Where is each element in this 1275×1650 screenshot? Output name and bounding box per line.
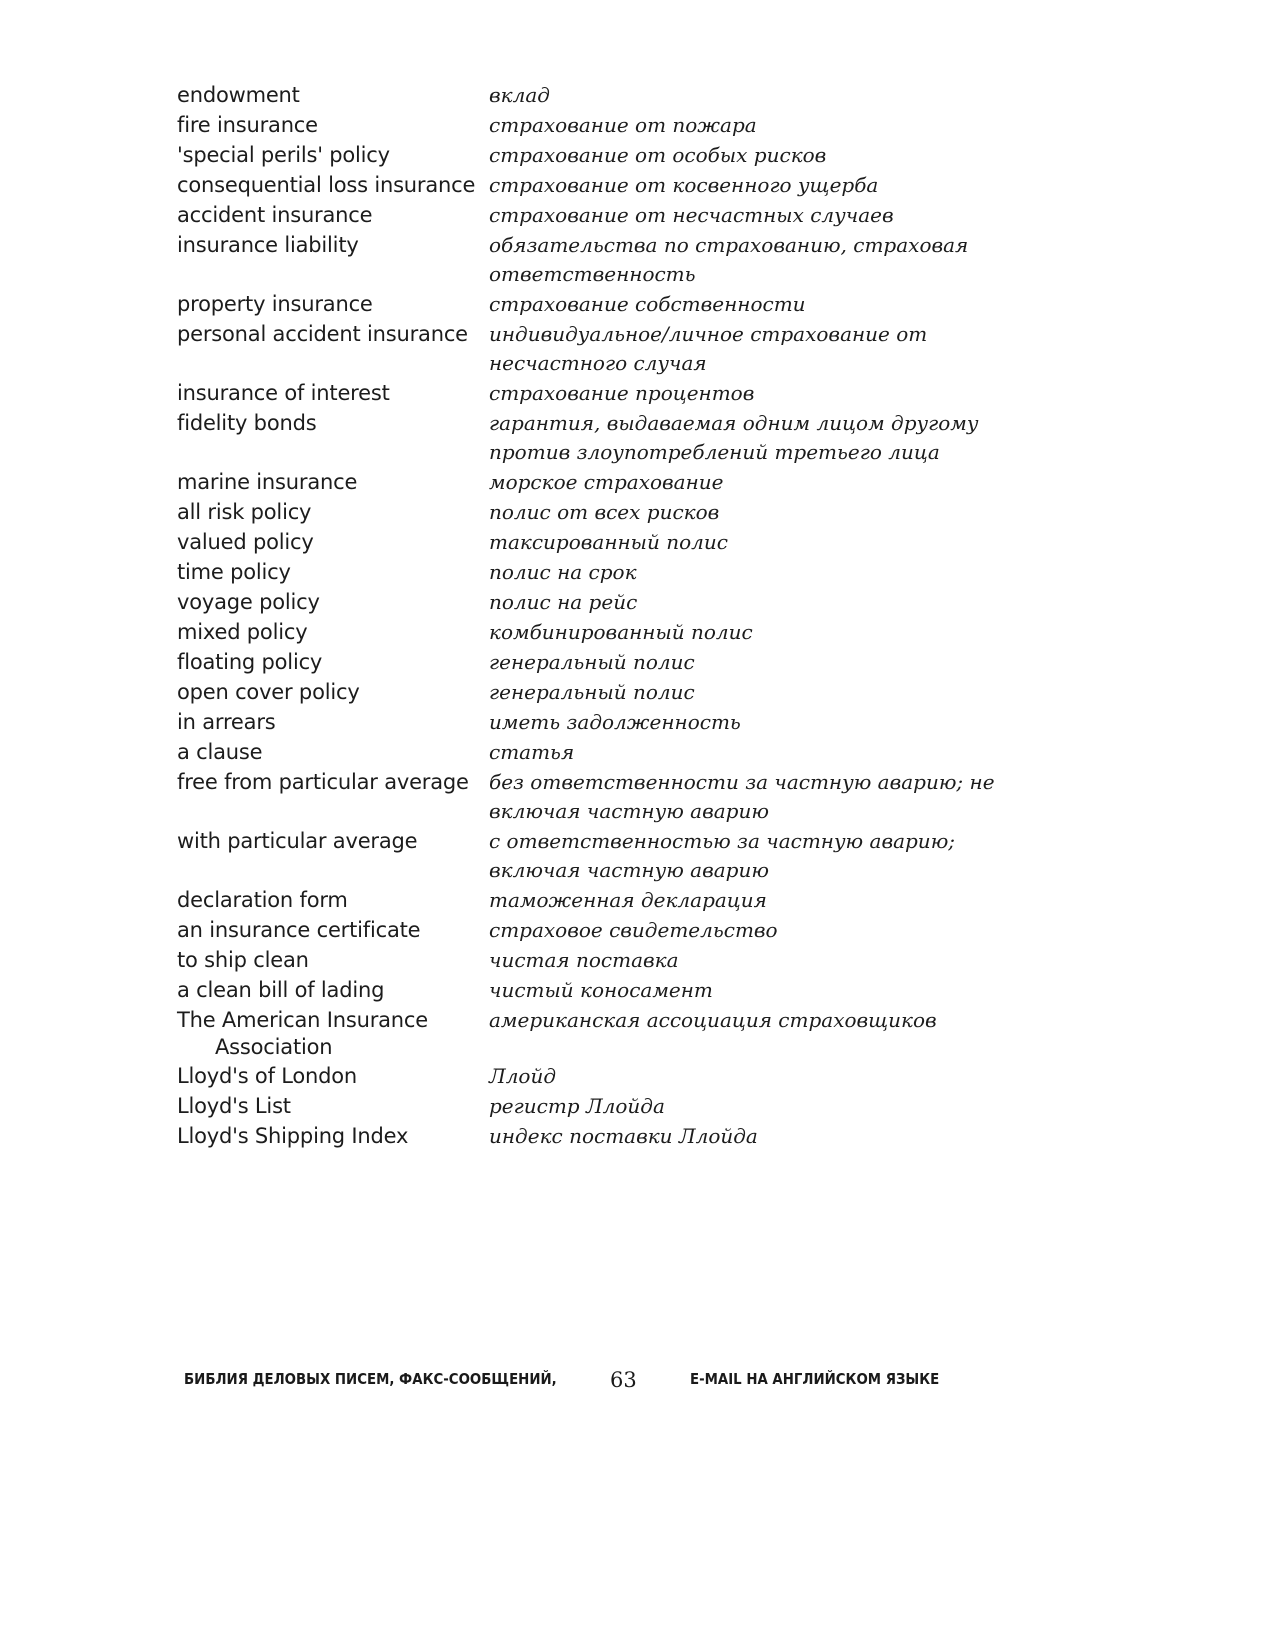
term-continuation: Association — [215, 1035, 333, 1059]
term: a clause — [177, 740, 263, 764]
definition: генеральный полис — [489, 680, 695, 704]
glossary-entry — [177, 230, 997, 289]
term: property insurance — [177, 292, 373, 316]
page-footer — [0, 1368, 1275, 1398]
glossary-entry — [177, 527, 997, 557]
glossary-entry — [177, 767, 997, 826]
term: fidelity bonds — [177, 411, 317, 435]
term: open cover policy — [177, 680, 360, 704]
glossary-entry — [177, 1061, 997, 1091]
definition: вклад — [489, 83, 550, 107]
definition: страхование от несчастных случаев — [489, 203, 894, 227]
term: insurance liability — [177, 233, 359, 257]
definition: таксированный полис — [489, 530, 728, 554]
glossary-entry — [177, 647, 997, 677]
term: personal accident insurance — [177, 322, 468, 346]
definition: страховое свидетельство — [489, 918, 778, 942]
term: Lloyd's of London — [177, 1064, 358, 1088]
definition: комбинированный полис — [489, 620, 753, 644]
definition: обязательства по страхованию, страховая ответственность — [489, 233, 969, 286]
definition: чистая поставка — [489, 948, 679, 972]
term: a clean bill of lading — [177, 978, 385, 1002]
page-number: 63 — [610, 1368, 637, 1392]
glossary-entry — [177, 319, 997, 378]
term: Lloyd's List — [177, 1094, 291, 1118]
term: time policy — [177, 560, 291, 584]
glossary-entry — [177, 408, 997, 467]
glossary-entry — [177, 1121, 997, 1151]
definition: американская ассоциация страховщиков — [489, 1008, 937, 1032]
term: Lloyd's Shipping Index — [177, 1124, 409, 1148]
glossary-entry — [177, 289, 997, 319]
glossary-entry — [177, 557, 997, 587]
definition: полис на срок — [489, 560, 637, 584]
definition: полис от всех рисков — [489, 500, 720, 524]
glossary-list — [177, 80, 997, 1151]
definition: иметь задолженность — [489, 710, 741, 734]
term: consequential loss insurance — [177, 173, 476, 197]
term: an insurance certificate — [177, 918, 421, 942]
definition: с ответственностью за частную аварию; включая частную аварию — [489, 829, 956, 882]
definition: чистый коносамент — [489, 978, 713, 1002]
glossary-entry — [177, 140, 997, 170]
term: with particular average — [177, 829, 418, 853]
glossary-entry — [177, 885, 997, 915]
term: insurance of interest — [177, 381, 390, 405]
definition: страхование собственности — [489, 292, 806, 316]
glossary-entry — [177, 467, 997, 497]
glossary-entry — [177, 1005, 997, 1061]
definition: индивидуальное/личное страхование от несчастного случая — [489, 322, 928, 375]
definition: страхование от пожара — [489, 113, 757, 137]
glossary-entry — [177, 497, 997, 527]
glossary-entry — [177, 915, 997, 945]
term: accident insurance — [177, 203, 373, 227]
term: marine insurance — [177, 470, 358, 494]
term: valued policy — [177, 530, 314, 554]
term: all risk policy — [177, 500, 312, 524]
term: endowment — [177, 83, 300, 107]
glossary-entry — [177, 170, 997, 200]
definition: регистр Ллойда — [489, 1094, 665, 1118]
definition: страхование от косвенного ущерба — [489, 173, 879, 197]
definition: без ответственности за частную аварию; не включая частную аварию — [489, 770, 995, 823]
definition: страхование процентов — [489, 381, 755, 405]
term: free from particular average — [177, 770, 469, 794]
glossary-entry — [177, 587, 997, 617]
definition: страхование от особых рисков — [489, 143, 827, 167]
term: floating policy — [177, 650, 323, 674]
definition: Ллойд — [489, 1064, 557, 1088]
term-line: The American Insurance — [177, 1008, 428, 1032]
term: in arrears — [177, 710, 276, 734]
definition: морское страхование — [489, 470, 724, 494]
definition: полис на рейс — [489, 590, 638, 614]
definition: генеральный полис — [489, 650, 695, 674]
glossary-entry — [177, 677, 997, 707]
glossary-entry — [177, 945, 997, 975]
glossary-entry — [177, 737, 997, 767]
footer-book-title-right: E-MAIL НА АНГЛИЙСКОМ ЯЗЫКЕ — [690, 1370, 940, 1388]
term: to ship clean — [177, 948, 309, 972]
term: voyage policy — [177, 590, 320, 614]
definition: таможенная декларация — [489, 888, 767, 912]
definition: статья — [489, 740, 575, 764]
footer-book-title-left: БИБЛИЯ ДЕЛОВЫХ ПИСЕМ, ФАКС-СООБЩЕНИЙ, — [184, 1370, 557, 1388]
term: mixed policy — [177, 620, 308, 644]
glossary-entry — [177, 617, 997, 647]
glossary-entry — [177, 975, 997, 1005]
glossary-entry — [177, 80, 997, 110]
glossary-entry — [177, 707, 997, 737]
glossary-entry — [177, 110, 997, 140]
glossary-entry — [177, 826, 997, 885]
definition: индекс поставки Ллойда — [489, 1124, 758, 1148]
term: declaration form — [177, 888, 348, 912]
term: fire insurance — [177, 113, 318, 137]
term: 'special perils' policy — [177, 143, 390, 167]
term — [177, 1005, 489, 1061]
glossary-entry — [177, 200, 997, 230]
glossary-entry — [177, 1091, 997, 1121]
glossary-entry — [177, 378, 997, 408]
definition: гарантия, выдаваемая одним лицом другому против злоупотреблений третьего лица — [489, 411, 979, 464]
